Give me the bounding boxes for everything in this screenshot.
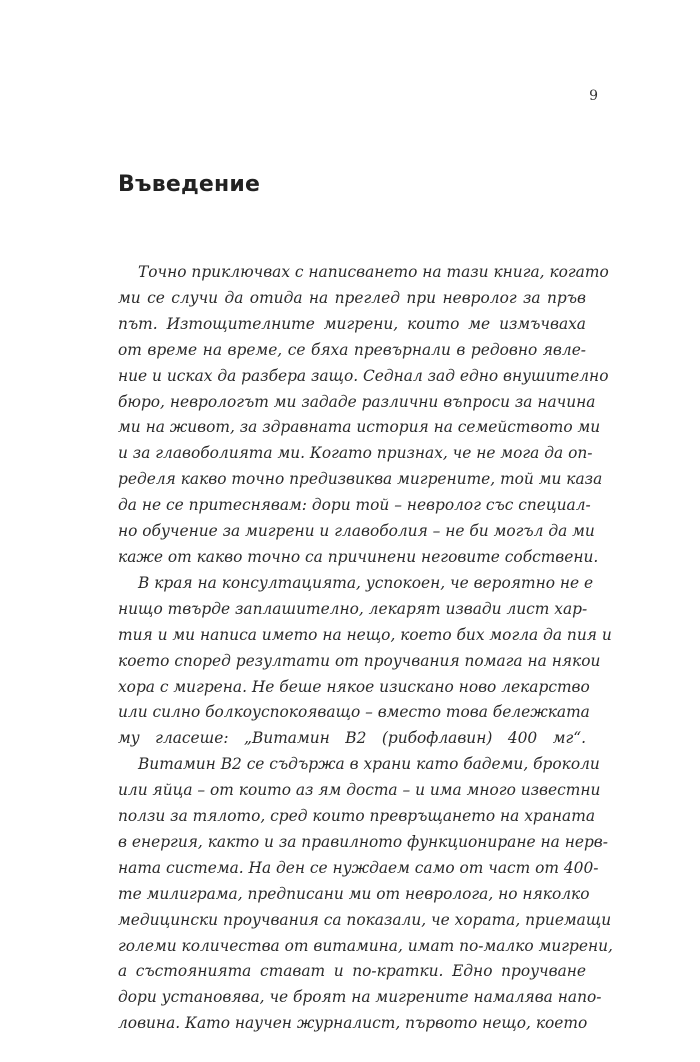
paragraph-line: ределя какво точно предизвиква мигрените, той ми каза [118, 470, 603, 489]
paragraph-line: Точно приключвах с написването на тази книга, когато [138, 263, 609, 281]
paragraph-line: което според резултати от проучвания помага на някои [118, 651, 601, 670]
paragraph-line: от време на време, се бяха превърнали в редовно явле- [118, 340, 586, 359]
paragraph-line: В края на консултацията, успокоен, че вероятно не е [138, 573, 594, 592]
paragraph-line: но обучение за мигрени и главоболия – не би могъл да ми [118, 522, 595, 541]
paragraph-line: медицински проучвания са показали, че хората, приемащи [118, 910, 612, 929]
paragraph-line: тия и ми написа името на нещо, което бих могла да пия и [118, 625, 612, 644]
paragraph-line: път. Изтощителните мигрени, които ме измъчваха [118, 314, 586, 333]
page-number: 9 [589, 88, 598, 104]
paragraph-line: бюро, неврологът ми зададе различни въпроси за начина [118, 392, 596, 411]
paragraph-line: ната система. На ден се нуждаем само от част от 400- [118, 858, 599, 877]
paragraph-line: нищо твърде заплашително, лекарят извади лист хар- [118, 599, 588, 618]
paragraph-line: големи количества от витамина, имат по-малко мигрени, [118, 936, 613, 955]
paragraph-line: дори установява, че броят на мигрените намалява напо- [118, 988, 602, 1007]
paragraph-line: му гласеше: „Витамин B2 (рибофлавин) 400 мг“. [118, 729, 586, 748]
paragraph-line: а състоянията стават и по-кратки. Едно проучване [118, 962, 586, 981]
paragraph-line: и за главоболията ми. Когато признах, че не мога да оп- [118, 444, 593, 463]
paragraph-line: Витамин B2 се съдържа в храни като бадеми, броколи [138, 755, 600, 774]
paragraph-line: ловина. Като научен журналист, първото нещо, което [118, 1014, 588, 1033]
paragraph-line: хора с мигрена. Не беше някое изискано ново лекарство [118, 677, 590, 696]
paragraph-line: или яйца – от които аз ям доста – и има много известни [118, 781, 601, 800]
paragraph-line: ние и исках да разбера защо. Седнал зад едно внушително [118, 366, 609, 385]
paragraph-line: ми на живот, за здравната история на семейството ми [118, 418, 601, 437]
paragraph-line: да не се притеснявам: дори той – невролог със специал- [118, 496, 591, 515]
paragraph-line: ми се случи да отида на преглед при невролог за пръв [118, 288, 586, 307]
paragraph-line: в енергия, както и за правилното функциониране на нерв- [118, 832, 608, 851]
paragraph-line: каже от какво точно са причинени неговите собствени. [118, 547, 599, 566]
body-text [118, 260, 613, 1037]
paragraph-line: или силно болкоуспокояващо – вместо това бележката [118, 703, 590, 722]
paragraph-line: те милиграма, предписани ми от невролога, но няколко [118, 884, 590, 903]
chapter-title: Въведение [118, 172, 261, 197]
paragraph-line: ползи за тялото, сред които превръщането на храната [118, 807, 595, 826]
